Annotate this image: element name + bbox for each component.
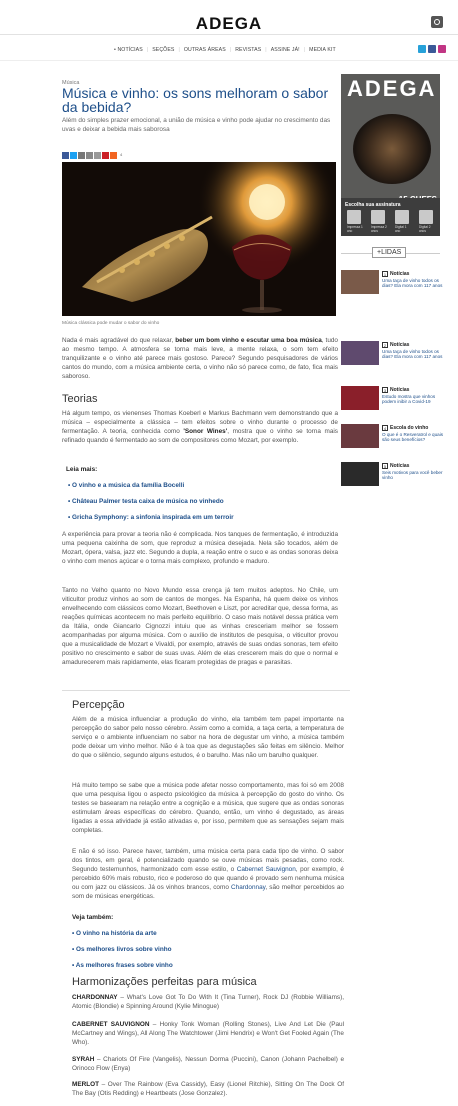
- paragraph-percepcao-1: Além de a música influenciar a produção do vinho, ela também tem papel importante na percepção do sabor pelo nosso cérebro. Assim como a comida, a taça certa, a temperatura de serviço e o ambiente influenciam no sabor na hora de degustar um vinho, a música também pode deixar um vinho melhor. Não é à toa que as degustações são feitas em silêncio. Melhor do que o silêncio, segundo alguns estudos, é o barulho. Mas não um barulho qualquer.: [72, 716, 344, 759]
- instagram-icon[interactable]: [438, 45, 446, 53]
- subscription-title: Escolha sua assinatura: [345, 202, 401, 208]
- most-read-thumbnail: [341, 424, 379, 448]
- most-read-thumbnail: [341, 270, 379, 294]
- veja-tambem-label: Veja também:: [72, 914, 114, 921]
- paragraph-intro: [62, 336, 338, 381]
- paragraph-teorias: [62, 409, 338, 445]
- most-read-item[interactable]: [341, 424, 451, 456]
- most-read-thumbnail: [341, 462, 379, 486]
- pinterest-share-icon[interactable]: [102, 152, 109, 159]
- grape-name: CABERNET SAUVIGNON: [72, 1021, 150, 1028]
- share-bar: [62, 152, 122, 159]
- most-read-item[interactable]: [341, 341, 451, 373]
- paragraph-percepcao-3: [72, 847, 344, 901]
- nav-sep: |: [146, 47, 149, 53]
- nav-item-assine[interactable]: ASSINE JÁ!: [270, 47, 300, 53]
- cover-dish-image: [353, 114, 431, 184]
- rank-badge: 4: [383, 426, 387, 431]
- pairing-item: [72, 1080, 344, 1098]
- text: E não é só isso. Parece haver, também, uma música certa para cada tipo de vinho. O sabor dos tintos, em geral, é potencializado quando se ouve músicas mais pesadas, como rock. Segundo testemunhos, harmonizado com esse estilo, o: [72, 848, 344, 873]
- rank-badge: 3: [383, 388, 387, 393]
- nav-sep: |: [265, 47, 267, 53]
- text: , por exemplo, é percebido 60% mais robusto, rico e poderoso do que quando é provado sem nenhuma música ou com jazz ou clássicos. Já os vinhos brancos, como: [72, 866, 344, 891]
- divider: [62, 690, 350, 691]
- site-logo[interactable]: [0, 14, 458, 34]
- print-share-icon[interactable]: [86, 152, 93, 159]
- chardonnay-link[interactable]: Chardonnay: [231, 884, 266, 891]
- plan-label: Impressa 1 ano: [347, 225, 363, 233]
- telegram-icon[interactable]: [418, 45, 426, 53]
- divider: [0, 60, 458, 61]
- heading-percepcao: Percepção: [72, 699, 125, 711]
- related-link[interactable]: • O vinho e a música da família Bocelli: [68, 482, 185, 489]
- text: Há algum tempo, os vienenses Thomas Koeberl e Markus Bachmann vem demonstrando que a música – especialmente a clássica – tem efeitos sobre o vinho durante o processo de fermentação. A teoria, conhecida como: [62, 410, 338, 435]
- most-read-thumbnail: [341, 341, 379, 365]
- plan-digital-2-icon[interactable]: [419, 210, 433, 224]
- song-list: – Honky Tonk Woman (Rolling Stones), Live And Let Die (Paul McCartney and Wings), All Along The Watchtower (Jimi Hendrix) e Won't Get Fooled Again (The Who).: [72, 1021, 344, 1046]
- text: , mostra que o vinho se torna mais refinado quando é fermentado ao som de compositores como Mozart, por exemplo.: [62, 428, 338, 444]
- search-icon[interactable]: [431, 16, 443, 28]
- related-link[interactable]: • O vinho na história da arte: [72, 930, 157, 937]
- text: , tudo ao mesmo tempo. A atmosfera se torna mais leve, a mente relaxa, o som tem efeito tranquilizante e o vinho até parece mais gostoso. Parece? Segundo pesquisadores de vários cantos do mundo, com a música ambiente certa, o vinho não só parece como, de fato, fica mais saboroso.: [62, 337, 338, 380]
- most-read-title[interactable]: Estudo mostra que vinhos podem inibir a Covid-19: [382, 394, 436, 404]
- pairing-item: [72, 993, 344, 1011]
- grape-name: SYRAH: [72, 1056, 95, 1063]
- hero-caption: Música clássica pode mudar o sabor do vinho: [62, 321, 160, 326]
- rank-badge: 2: [383, 343, 387, 348]
- nav-sep: |: [178, 47, 180, 53]
- plan-label: Digital 1 ano: [395, 225, 407, 233]
- leia-mais-label: Leia mais:: [66, 466, 98, 473]
- song-list: – Over The Rainbow (Eva Cassidy), Easy (Lionel Ritchie), Sitting On The Dock Of The Bay (Otis Redding) e Heartbeats (Jose Gonzalez).: [72, 1081, 344, 1097]
- plan-label: Impressa 2 anos: [371, 225, 387, 233]
- share-icon[interactable]: [94, 152, 101, 159]
- song-list: – What's Love Got To Do With It (Tina Turner), Rock DJ (Robbie Williams), Atomic (Blondie) e Spinning Around (Kylie Minogue): [72, 994, 344, 1010]
- most-read-category: Notícias: [390, 342, 410, 348]
- share-count: 4: [120, 152, 123, 157]
- email-share-icon[interactable]: [78, 152, 85, 159]
- facebook-icon[interactable]: [428, 45, 436, 53]
- facebook-share-icon[interactable]: [62, 152, 69, 159]
- most-read-title[interactable]: Seis motivos para você beber vinho: [382, 470, 443, 480]
- more-share-icon[interactable]: [110, 152, 117, 159]
- most-read-item[interactable]: [341, 270, 451, 302]
- article-title: Música e vinho: os sons melhoram o sabor da bebida?: [62, 85, 329, 115]
- saxophone-wine-illustration: [62, 162, 336, 316]
- subscription-panel: [341, 198, 440, 236]
- article-lead: Além do simples prazer emocional, a união de música e vinho pode ajudar no crescimento das uvas e deixar a bebida mais saborosa: [62, 117, 331, 133]
- pairing-item: [72, 1020, 344, 1047]
- hero-image: [62, 162, 336, 316]
- plan-digital-1-icon[interactable]: [395, 210, 409, 224]
- paragraph-percepcao-2: Há muito tempo se sabe que a música pode afetar nosso comportamento, mas foi só em 2008 que uma pesquisa ligou o aspecto psicológico da música à percepção do gosto do vinho. Os testes se basearam na relação entre a cognição e a música, que sugere que as ondas sonoras estimulam áreas específicas do cérebro. Quando, então, um vinho é degustado, as áreas ligadas a essa atividade já estão ativadas e, por isso, permitem que as sensações sejam mais completas.: [72, 782, 344, 834]
- plan-print-1-icon[interactable]: [347, 210, 361, 224]
- paragraph-experiencia: A experiência para provar a teoria não é complicada. Nos tanques de fermentação, é introduzida uma pequena caixinha de som, que reproduz a música desejada. Nela são tocados, além de Mozart, ópera, valsa, jazz etc. Segundo a dupla, a reação entre o suco e as ondas sonoras deixa o vinho com menos açúcar e o torna mais complexo, profundo e maduro.: [62, 531, 338, 565]
- most-read-title[interactable]: O que é o Resveratrol e quais são seus benefícios?: [382, 432, 444, 442]
- heading-teorias: Teorias: [62, 393, 98, 405]
- most-read-category: Escola do vinho: [390, 425, 429, 431]
- most-read-title[interactable]: Uma taça de vinho todos os dias? Ela mora com 117 anos: [382, 278, 443, 288]
- heading-harmonizacoes: Harmonizações perfeitas para música: [72, 976, 257, 988]
- cabernet-link[interactable]: Cabernet Sauvignon: [236, 866, 296, 873]
- related-link[interactable]: • Os melhores livros sobre vinho: [72, 946, 172, 953]
- twitter-share-icon[interactable]: [70, 152, 77, 159]
- song-list: – Chariots Of Fire (Vangelis), Nessun Dorma (Puccini), Canon (Johann Pachelbel) e Orinoco Flow (Enya): [72, 1056, 344, 1072]
- logo-text: ADEGA: [195, 14, 263, 33]
- text-bold: 'Sonor Wines': [183, 428, 228, 435]
- related-link[interactable]: • Gricha Symphony: a sinfonia inspirada em um terroir: [68, 514, 234, 521]
- plan-print-2-icon[interactable]: [371, 210, 385, 224]
- plan-label: Digital 2 anos: [419, 225, 431, 233]
- rank-badge: 5: [383, 464, 387, 469]
- most-read-category: Notícias: [390, 271, 410, 277]
- text-bold: beber um bom vinho e escutar uma boa música: [175, 337, 322, 344]
- related-link[interactable]: • Château Palmer testa caixa de música no vinhedo: [68, 498, 224, 505]
- main-nav: [110, 47, 340, 53]
- text: Nada é mais agradável do que relaxar,: [62, 337, 176, 344]
- divider: [0, 34, 458, 35]
- most-read-heading: +LIDAS: [372, 247, 406, 258]
- nav-item-media-kit[interactable]: MEDIA KIT: [309, 47, 336, 53]
- text: , são melhor percebidos ao som de músicas energéticas.: [72, 884, 344, 900]
- cover-masthead: ADEGA: [347, 76, 437, 101]
- nav-sep: |: [303, 47, 306, 53]
- related-link[interactable]: • As melhores frases sobre vinho: [72, 962, 173, 969]
- most-read-category: Notícias: [390, 463, 410, 469]
- nav-sep: |: [229, 47, 232, 53]
- most-read-category: Notícias: [390, 387, 410, 393]
- nav-item-noticias[interactable]: • NOTÍCIAS: [114, 47, 143, 53]
- nav-item-revistas[interactable]: REVISTAS: [235, 47, 262, 53]
- most-read-thumbnail: [341, 386, 379, 410]
- paragraph-velho-novo-mundo: Tanto no Velho quanto no Novo Mundo essa crença já tem muitos adeptos. No Chile, um viticultor produz vinhos ao som de cantos de monges. Na Espanha, há quem deixe os vinhos envelhecendo com clássicos como Mozart, Beethoven e Liszt, por acreditar que, dessa forma, as reações químicas acontecem no mais perfeito equilíbrio. O caso mais notável dessa prática vem da Itália, onde Giancarlo Cignozzi intuiu que as vinhas cresceriam melhor se fossem acompanhadas por alguma música. Com o auxílio de institutos de pesquisa, o viticultor provou que a musicalidade de Mozart e Vivaldi, por exemplo, através de suas ondas sonoras, tem efeito positivo no crescimento e sabor de suas uvas. Além de elas crescerem mais do que o normal e amadurecerem mais rapidamente, elas ficaram protegidas de pragas e parasitas.: [62, 587, 338, 666]
- article-category[interactable]: Música: [62, 80, 80, 86]
- grape-name: CHARDONNAY: [72, 994, 118, 1001]
- most-read-item[interactable]: [341, 462, 451, 494]
- most-read-title[interactable]: Uma taça de vinho todos os dias? Ela mora com 117 anos: [382, 349, 443, 359]
- pairing-item: [72, 1055, 344, 1073]
- nav-item-outras-areas[interactable]: OUTRAS ÁREAS: [183, 47, 226, 53]
- nav-item-secoes[interactable]: SEÇÕES: [152, 47, 175, 53]
- social-links: [418, 45, 446, 53]
- rank-badge: 1: [383, 272, 387, 277]
- most-read-item[interactable]: [341, 386, 451, 418]
- grape-name: MERLOT: [72, 1081, 99, 1088]
